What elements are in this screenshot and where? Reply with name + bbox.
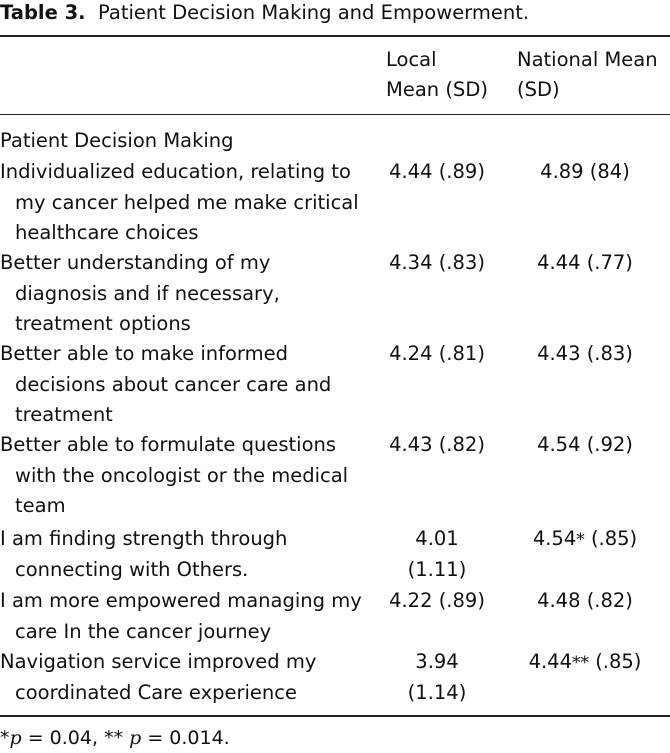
national-mean-cell [507,430,663,462]
national-mean-cell [507,647,663,679]
national-mean-value: 4.44 [537,251,581,274]
national-sd-value: (.85) [595,650,642,673]
column-header-local-line-2: Mean (SD) [386,78,488,101]
row-label-line: I am finding strength through [0,527,288,550]
section-heading: Patient Decision Making [0,129,234,152]
national-mean-value: 4.54 [537,433,581,456]
table-row-label [0,430,375,522]
row-label-line: I am more empowered managing my [0,589,362,612]
column-header-national-line-2: (SD) [517,78,560,101]
row-label-line: Navigation service improved my [0,650,317,673]
national-mean-cell [507,157,663,189]
significance-marker: ** [571,653,589,673]
footnote-marker: ** [104,727,130,749]
local-mean-value: 3.94 [415,650,459,673]
national-sd-value: (.85) [590,527,638,550]
footnote-p-symbol: p [129,727,142,749]
national-mean-value: 4.43 [537,342,581,365]
column-header-local-mean [386,45,506,105]
table-row-label [0,586,375,647]
table-bottom-rule [0,715,670,717]
row-label-line: treatment [15,403,113,426]
row-label-line: Better understanding of my [0,251,271,274]
local-mean-value: 4.24 (.81) [389,342,485,365]
table-row-label [0,248,375,340]
local-mean-cell [362,157,512,188]
table-row-label [0,524,375,585]
row-label-line: my cancer helped me make critical [15,190,359,214]
column-header-national-mean [517,45,670,105]
local-mean-value: 4.22 (.89) [389,589,485,612]
table-top-rule [0,35,670,37]
local-mean-cell [362,586,512,617]
column-header-local-line-1: Local [386,48,437,71]
local-mean-value: 4.34 (.83) [389,251,485,274]
row-label-line: diagnosis and if necessary, [15,281,280,305]
local-sd-value: (1.11) [407,557,467,581]
footnote-p-symbol: p [9,727,22,749]
footnote-p-value: = 0.04, [21,727,105,749]
national-sd-value: (.83) [586,342,633,365]
significance-marker: * [576,530,585,550]
national-sd-value: (.92) [586,433,633,456]
local-mean-value: 4.43 (.82) [389,433,485,456]
column-header-national-line-1: National Mean [517,48,658,71]
national-sd-value: (84) [589,160,630,183]
local-mean-cell [362,524,512,585]
national-sd-value: (.82) [586,589,633,612]
row-label-line: Better able to formulate questions [0,433,337,456]
row-label-line: coordinated Care experience [15,680,298,704]
table-caption-text: Patient Decision Making and Empowerment. [98,1,530,24]
local-sd-value: (1.14) [407,680,467,704]
local-mean-cell [362,248,512,279]
row-label-line: treatment options [15,312,191,335]
table-caption [0,0,529,26]
table-header-rule [0,114,670,115]
local-mean-cell [362,430,512,461]
row-label-line: with the oncologist or the medical [15,463,349,487]
national-sd-value: (.77) [586,251,633,274]
row-label-line: team [15,494,66,517]
local-mean-value: 4.01 [415,527,459,550]
row-label-line: decisions about cancer care and [15,372,332,396]
local-mean-cell [362,647,512,708]
table-caption-label: Table 3. [0,1,86,24]
row-label-line: connecting with Others. [15,557,249,581]
national-mean-cell [507,339,663,371]
row-label-line: Better able to make informed [0,342,288,365]
national-mean-value: 4.44 [528,650,572,673]
table-row-label [0,647,375,708]
footnote-p-value: = 0.014. [141,727,230,749]
national-mean-value: 4.54 [532,527,577,550]
table-row-label [0,157,375,249]
local-mean-cell [362,339,512,370]
row-label-line: healthcare choices [15,221,199,244]
row-label-line: care In the cancer journey [15,619,272,643]
national-mean-value: 4.89 [540,160,584,183]
national-mean-cell [507,248,663,280]
local-mean-value: 4.44 (.89) [389,160,485,183]
national-mean-cell [507,586,663,618]
national-mean-value: 4.48 [537,589,581,612]
table-footnote [0,724,230,752]
footnote-marker: * [0,727,10,749]
national-mean-cell [507,524,663,556]
row-label-line: Individualized education, relating to [0,160,351,183]
table-row-label [0,339,375,431]
